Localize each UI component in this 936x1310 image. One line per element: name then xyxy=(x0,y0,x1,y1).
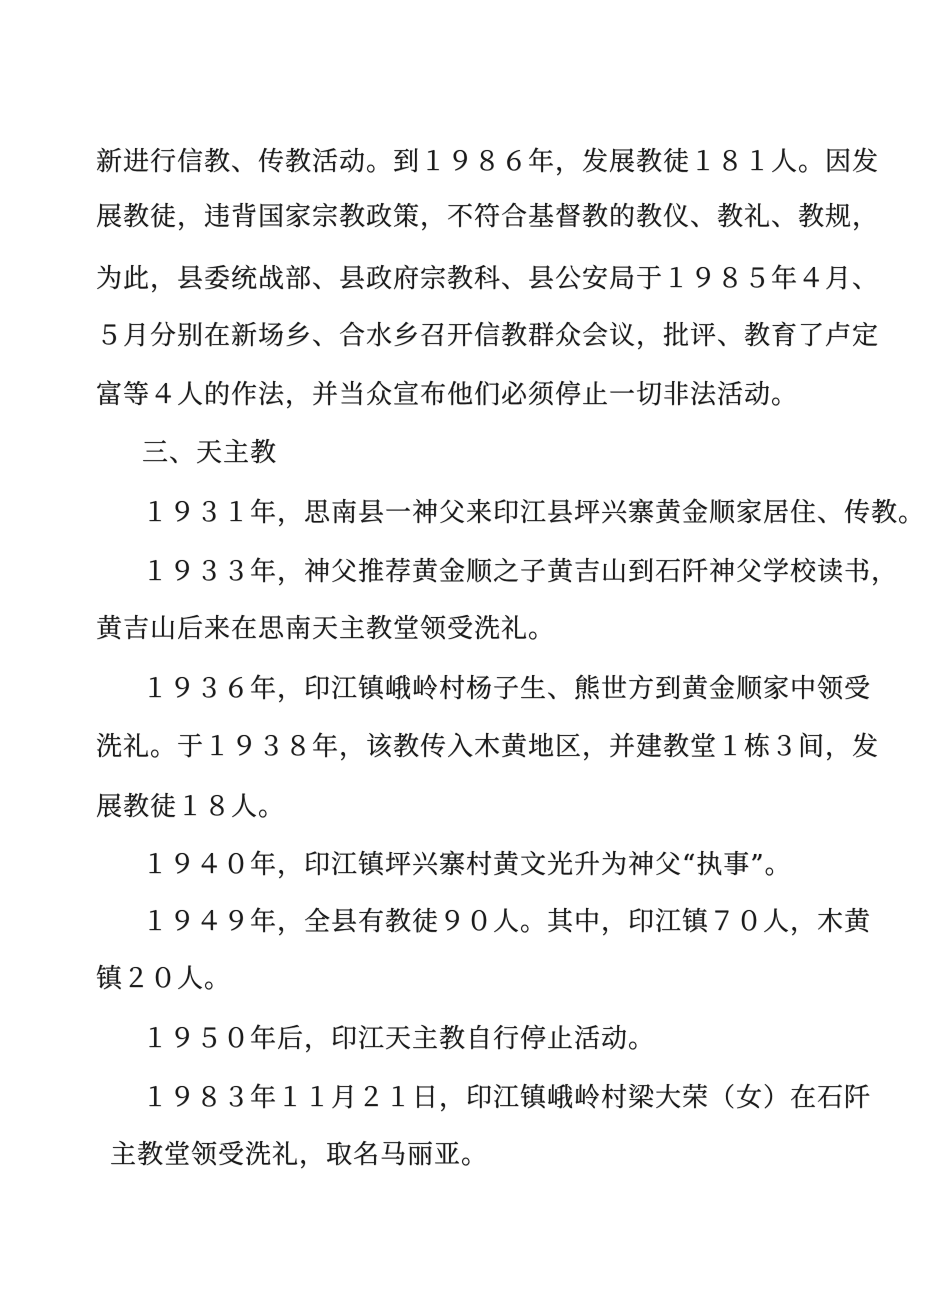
text-line: 富等４人的作法，并当众宣布他们必须停止一切非法活动。 xyxy=(96,380,799,410)
text-line: 洗礼。于１９３８年，该教传入木黄地区，并建教堂１栋３间，发 xyxy=(96,732,880,762)
text-line: １９５０年后，印江天主教自行停止活动。 xyxy=(142,1024,656,1054)
text-line: １９３３年，神父推荐黄金顺之子黄吉山到石阡神父学校读书， xyxy=(142,557,899,587)
text-line: 为此，县委统战部、县政府宗教科、县公安局于１９８５年４月、 xyxy=(96,264,880,294)
text-line: １９８３年１１月２１日，印江镇峨岭村梁大荣（女）在石阡 xyxy=(142,1083,872,1113)
section-heading: 三、天主教 xyxy=(142,438,278,468)
text-line: １９４０年，印江镇坪兴寨村黄文光升为神父“执事”。 xyxy=(142,850,792,880)
text-line: １９３６年，印江镇峨岭村杨子生、熊世方到黄金顺家中领受 xyxy=(142,674,872,704)
text-line: １９４９年，全县有教徒９０人。其中，印江镇７０人，木黄 xyxy=(142,907,872,937)
text-line: 新进行信教、传教活动。到１９８６年，发展教徒１８１人。因发 xyxy=(96,147,880,177)
text-line: 主教堂领受洗礼，取名马丽亚。 xyxy=(110,1140,489,1170)
text-line: 展教徒１８人。 xyxy=(96,792,286,822)
text-line: １９３１年，思南县一神父来印江县坪兴寨黄金顺家居住、传教。 xyxy=(142,498,926,528)
text-line: 黄吉山后来在思南天主教堂领受洗礼。 xyxy=(96,614,556,644)
text-line: ５月分别在新场乡、合水乡召开信教群众会议，批评、教育了卢定 xyxy=(96,321,880,351)
text-line: 展教徒，违背国家宗教政策，不符合基督教的教仪、教礼、教规， xyxy=(96,202,880,232)
text-line: 镇２０人。 xyxy=(96,964,232,994)
